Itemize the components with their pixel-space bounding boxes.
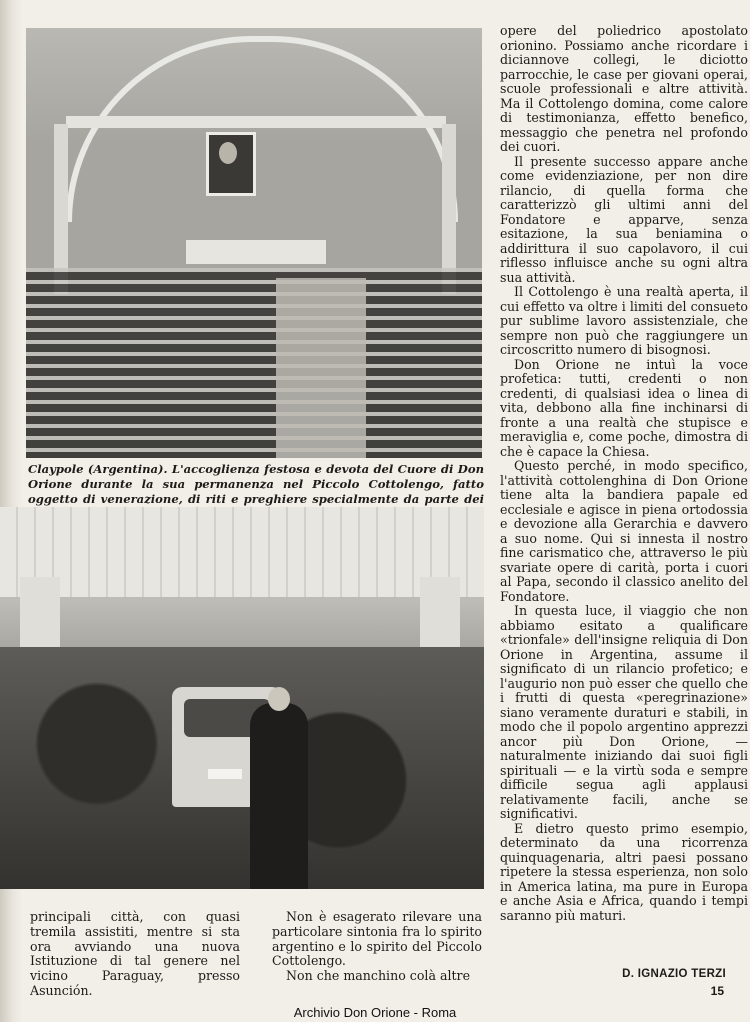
article-paragraph: Non è esagerato rilevare una particolare sintonia fra lo spirito argentino e lo spirito del Piccolo Cottolengo.	[272, 909, 482, 969]
photo-ceiling	[0, 507, 484, 597]
photo-altar	[186, 240, 326, 264]
photo-arch	[66, 36, 458, 222]
page-number: 15	[710, 984, 724, 998]
article-paragraph: E dietro questo primo esempio, determinato da una ricorrenza quinquagenaria, altri paesi possano ripetere la stessa esperienza, non solo in America latina, ma pure in Europa e anche Asia e Africa, quando i tempi saranno più maturi.	[500, 820, 748, 923]
church-interior-photo	[26, 28, 482, 458]
photo-priest-head	[268, 687, 290, 711]
photo-congregation	[26, 268, 482, 458]
article-paragraph: Non che manchino colà altre	[286, 968, 471, 984]
author-signature: D. IGNAZIO TERZI	[622, 968, 726, 980]
photo-car-plate	[208, 769, 242, 779]
article-paragraph: Il Cottolengo è una realtà aperta, il cui effetto va oltre i limiti del consueto pur sublime lavoro assistenziale, che sempre non può che raggiungere un circoscritto numero di bisognosi.	[500, 284, 748, 357]
photo-caption: Claypole (Argentina). L'accoglienza festosa e devota del Cuore di Don Orione durante la sua permanenza nel Piccolo Cottolengo, fatto oggetto di venerazione, di riti e preghiere specialmente da parte dei	[28, 462, 484, 506]
photo-portrait	[206, 132, 256, 196]
article-paragraph: principali città, con quasi tremila assistiti, mentre si sta ora avviando una nuova Istituzione di tal genere nel vicino Paraguay, presso Asunción.	[30, 909, 240, 998]
article-paragraph: opere del poliedrico apostolato orionino. Possiamo anche ricordare i diciannove collegi, le diciotto parrocchie, le case per giovani operai, scuole professionali e altre attività. Ma il Cottolengo domina, come calore di testimonianza, effetto benefico, messaggio che penetra nel profondo dei cuori.	[500, 23, 748, 154]
archive-label: Archivio Don Orione - Roma	[293, 1005, 457, 1020]
article-right-column	[500, 24, 748, 923]
article-middle-column	[272, 910, 482, 984]
motorcade-crowd-photo	[0, 507, 484, 889]
article-paragraph: Don Orione ne intuì la voce profetica: tutti, credenti o non credenti, di qualsiasi idea o linea di vita, debbono alla fine inchinarsi di fronte a una realtà che stupisce e meraviglia e, come poche, dimostra di che è capace la Chiesa.	[500, 356, 748, 459]
article-paragraph: Il presente successo appare anche come evidenziazione, per non dire rilancio, di quella forma che caratterizzò gli ultimi anni del Fondatore e apparve, senza esitazione, la sua beniamina o addirittura il suo capolavoro, il cui riflesso influisce anche su ogni altra sua attività.	[500, 153, 748, 285]
article-paragraph: Questo perché, in modo specifico, l'attività cottolenghina di Don Orione tiene alta la bandiera papale ed ecclesiale e agisce in piena ortodossia e devozione alla Gerarchia e davvero a suo nome. Qui si innesta il nostro fine carismatico che, attraverso le più svariate opere di carità, porta i cuori al Papa, secondo il classico anelito del Fondatore.	[500, 458, 748, 604]
photo-beam	[66, 116, 446, 128]
photo-aisle	[276, 278, 366, 458]
photo-portrait-face	[219, 142, 237, 164]
article-paragraph: In questa luce, il viaggio che non abbiamo esitato a qualificare «trionfale» dell'insigne reliquia di Don Orione in Argentina, assume il significato di un rilancio profetico; e l'augurio non può esser che quello che i frutti di questa «peregrinazione» siano veramente duraturi e stabili, in modo che il popolo argentino apprezzi ancor più Don Orione, — naturalmente iniziando dai suoi figli spirituali — e la virtù soda e sempre difficile segua agli applausi relativamente facili, anche se significativi.	[500, 603, 748, 821]
article-left-column	[30, 910, 240, 999]
photo-priest	[250, 703, 308, 889]
